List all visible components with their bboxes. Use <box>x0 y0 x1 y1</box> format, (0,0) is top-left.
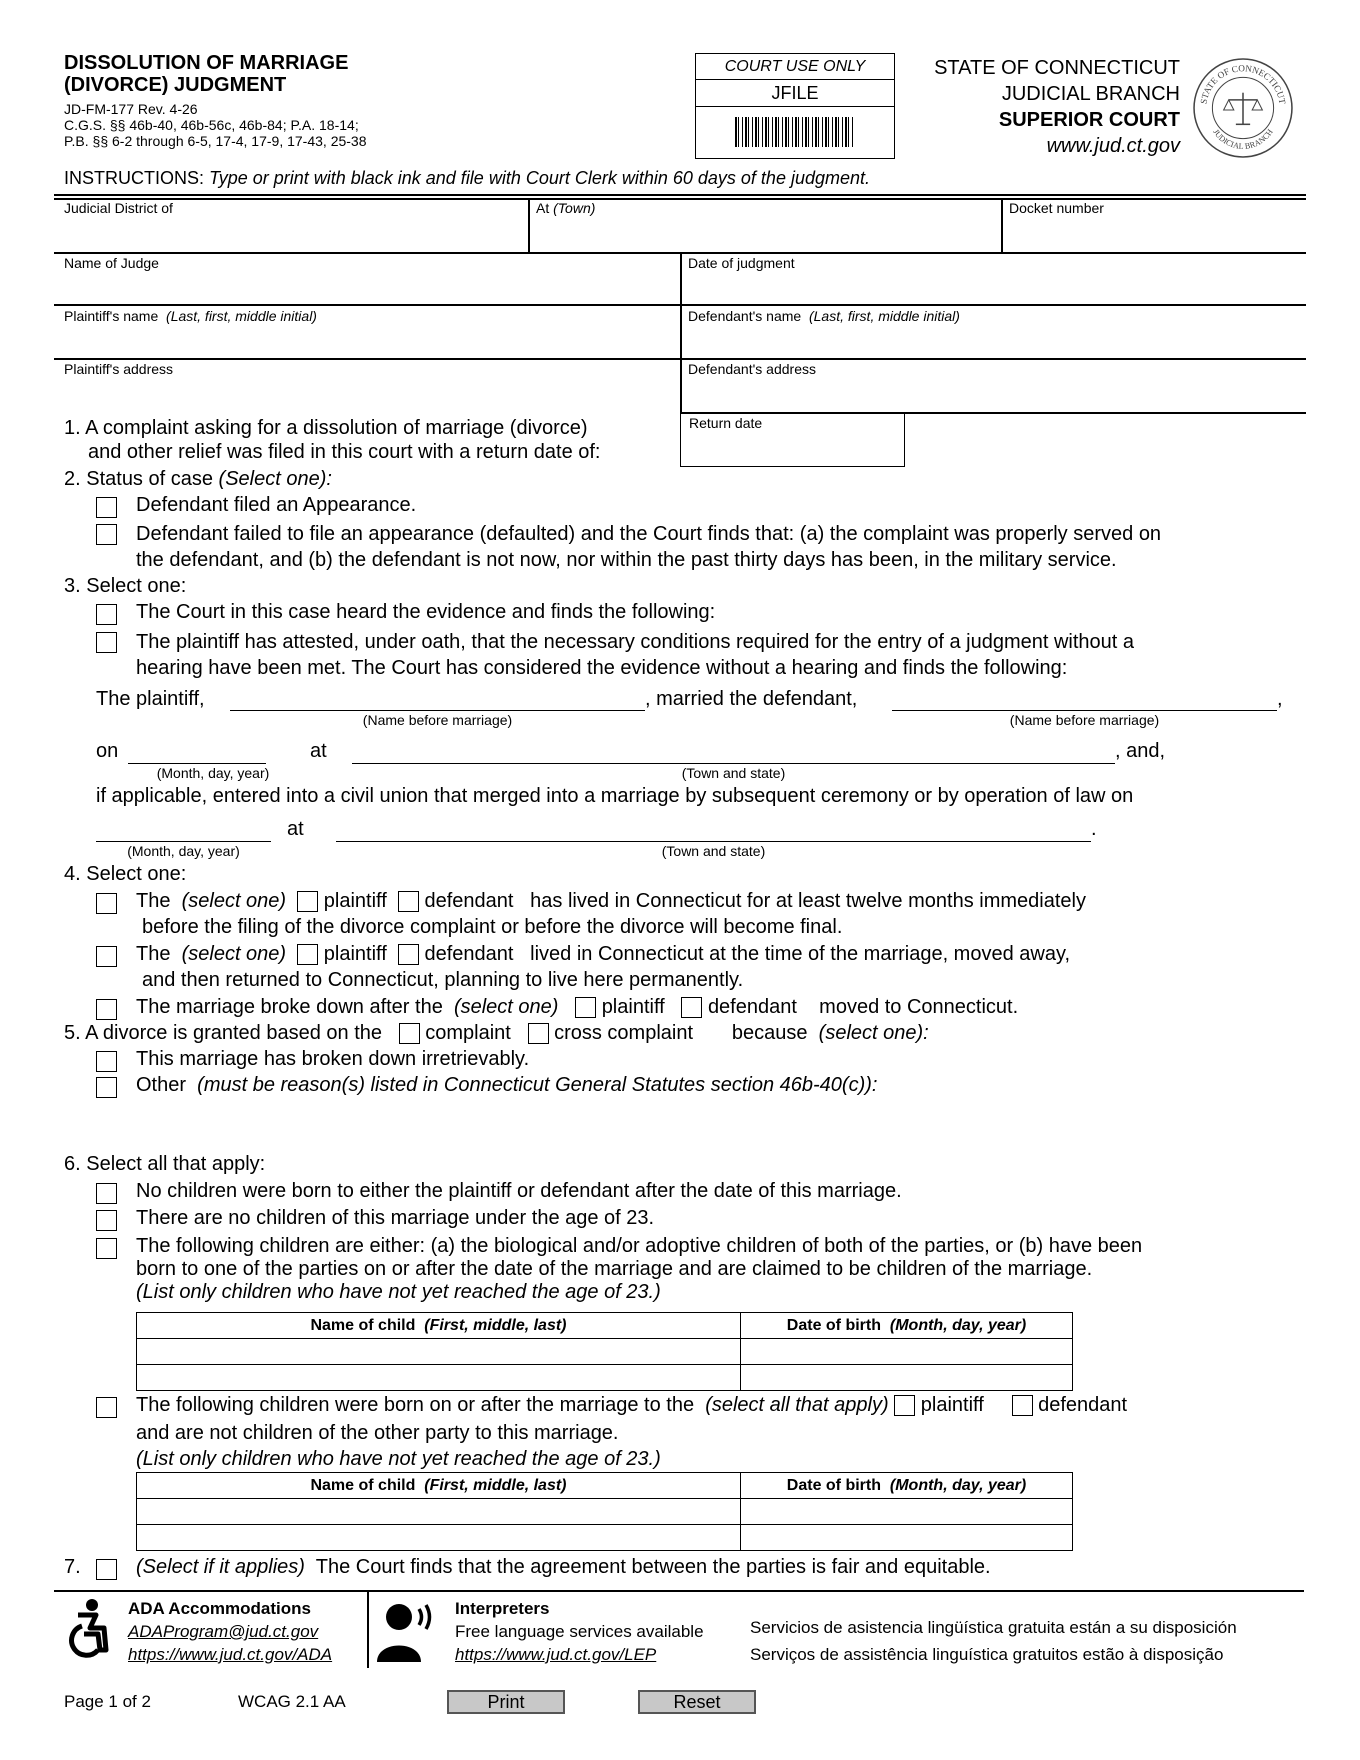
town-hint: (Town) <box>553 200 596 216</box>
returned-plaintiff-checkbox[interactable] <box>297 944 318 965</box>
the-label: The <box>136 890 171 912</box>
fair-equitable-label <box>136 1556 991 1579</box>
appearance-label: Defendant filed an Appearance. <box>136 494 417 516</box>
table-row <box>137 1499 1073 1525</box>
defendant-label: defendant <box>1038 1394 1128 1416</box>
accessibility-icon <box>60 1598 116 1662</box>
town-caption: (Town and state) <box>661 843 766 859</box>
defendant-maiden-name-input[interactable] <box>892 691 1277 711</box>
cross-complaint-checkbox[interactable] <box>528 1023 549 1044</box>
title-line1: DISSOLUTION OF MARRIAGE <box>64 52 349 74</box>
return-date-field[interactable] <box>680 412 905 467</box>
at-label: at <box>287 818 304 840</box>
children-plaintiff-checkbox[interactable] <box>894 1395 915 1416</box>
moved-plaintiff-checkbox[interactable] <box>575 997 596 1018</box>
children-of-both-line2: born to one of the parties on or after the date of the marriage and are claimed to be children of the marriage. <box>136 1258 1093 1280</box>
judicial-seal-icon <box>1192 57 1294 159</box>
barcode-icon <box>735 117 855 147</box>
defaulted-label <box>136 521 1161 573</box>
moved-defendant-checkbox[interactable] <box>681 997 702 1018</box>
page-number: Page 1 of 2 <box>64 1692 151 1711</box>
children-of-one-head: The following children were born on or after the marriage to the <box>136 1394 695 1416</box>
moved-head: The marriage broke down after the <box>136 996 443 1018</box>
no-hearing-line2: hearing have been met. The Court has considered the evidence without a hearing and finds the following: <box>136 657 1068 679</box>
judge-name-field[interactable] <box>64 255 159 271</box>
defendant-address-field[interactable] <box>688 361 816 377</box>
and-label: , and, <box>1115 740 1166 762</box>
form-number: JD-FM-177 Rev. 4-26 <box>64 101 198 117</box>
table-row <box>137 1365 1073 1391</box>
plaintiff-name-hint: (Last, first, middle initial) <box>166 308 317 324</box>
divider <box>54 304 1306 306</box>
children-of-both-label <box>136 1235 1142 1304</box>
twelve-months-plaintiff-checkbox[interactable] <box>297 891 318 912</box>
divider <box>680 252 682 412</box>
complaint-label: complaint <box>425 1022 511 1044</box>
name-of-child-header <box>137 1313 741 1339</box>
heard-evidence-label: The Court in this case heard the evidence and finds the following: <box>136 601 716 623</box>
appearance-checkbox[interactable] <box>96 497 117 518</box>
twelve-months-checkbox[interactable] <box>96 893 117 914</box>
judgment-date-label: Date of judgment <box>688 255 795 271</box>
name-of-child-header <box>137 1473 741 1499</box>
children-table-2 <box>136 1472 1073 1551</box>
col-dob-hint: (Month, day, year) <box>889 1476 1027 1494</box>
plaintiff-address-field[interactable] <box>64 361 173 377</box>
irretrievable-checkbox[interactable] <box>96 1051 117 1072</box>
defendant-label: defendant <box>424 890 514 912</box>
irretrievable-label: This marriage has broken down irretrievably. <box>136 1048 530 1070</box>
reset-button[interactable]: Reset <box>638 1690 756 1714</box>
select-one-hint: (select one): <box>818 1022 929 1044</box>
at-label: At <box>536 200 550 216</box>
form-title <box>64 52 348 96</box>
child-name-cell[interactable] <box>137 1365 741 1391</box>
plaintiff-label: plaintiff <box>601 996 665 1018</box>
child-dob-cell[interactable] <box>741 1525 1073 1551</box>
judicial-district-field[interactable] <box>64 200 173 216</box>
judge-label: Name of Judge <box>64 255 159 271</box>
civil-union-label: if applicable, entered into a civil union that merged into a marriage by subsequent ceremony or by operation of law on <box>96 785 1134 807</box>
date-of-birth-header <box>741 1473 1073 1499</box>
twelve-months-defendant-checkbox[interactable] <box>398 891 419 912</box>
plaintiff-maiden-name-input[interactable] <box>230 691 645 711</box>
name-caption: (Name before marriage) <box>1009 712 1160 728</box>
no-hearing-checkbox[interactable] <box>96 632 117 653</box>
divider <box>367 1592 369 1668</box>
marriage-town-input[interactable] <box>352 744 1115 764</box>
children-of-both-line1: The following children are either: (a) the biological and/or adoptive children of both of the parties, or (b) have been <box>136 1235 1143 1257</box>
section-2-hint: (Select one): <box>218 468 332 490</box>
no-hearing-label <box>136 629 1134 681</box>
date-caption: (Month, day, year) <box>127 843 240 859</box>
child-dob-cell[interactable] <box>741 1499 1073 1525</box>
returned-defendant-checkbox[interactable] <box>398 944 419 965</box>
other-reason-checkbox[interactable] <box>96 1077 117 1098</box>
seal-top-text: STATE OF CONNECTICUT <box>1198 63 1288 105</box>
child-dob-cell[interactable] <box>741 1365 1073 1391</box>
heard-evidence-checkbox[interactable] <box>96 604 117 625</box>
no-children-under-23-label: There are no children of this marriage under the age of 23. <box>136 1207 655 1229</box>
judicial-district-label: Judicial District of <box>64 200 173 216</box>
section-6-heading: 6. Select all that apply: <box>64 1153 266 1175</box>
divider <box>1001 198 1003 253</box>
no-children-born-checkbox[interactable] <box>96 1183 117 1204</box>
section-7-number: 7. <box>64 1556 81 1578</box>
fair-equitable-text: The Court finds that the agreement between the parties is fair and equitable. <box>315 1556 991 1578</box>
ada-title: ADA Accommodations <box>128 1599 311 1618</box>
civil-union-date-input[interactable] <box>96 822 271 842</box>
married-defendant-label: , married the defendant, <box>645 688 858 710</box>
interpreters-title: Interpreters <box>455 1599 550 1618</box>
col-name-hint: (First, middle, last) <box>424 1316 567 1334</box>
form-info <box>64 101 367 149</box>
child-name-cell[interactable] <box>137 1339 741 1365</box>
select-one-hint: (select one) <box>181 890 287 912</box>
date-caption: (Month, day, year) <box>156 765 270 781</box>
select-one-hint: (select one) <box>181 943 287 965</box>
court-use-only-label: COURT USE ONLY <box>696 54 894 80</box>
statutes-line1: C.G.S. §§ 46b-40, 46b-56c, 46b-84; P.A. 18-14; <box>64 117 359 133</box>
section-1-line1: 1. A complaint asking for a dissolution of marriage (divorce) <box>64 417 588 439</box>
the-plaintiff-label: The plaintiff, <box>96 688 205 710</box>
plaintiff-name-label: Plaintiff's name <box>64 308 159 324</box>
interpreter-icon <box>375 1600 441 1662</box>
fair-equitable-checkbox[interactable] <box>96 1559 117 1580</box>
plaintiff-name-field[interactable] <box>64 308 317 324</box>
children-of-one-line2: and are not children of the other party to this marriage. <box>136 1422 619 1444</box>
town-field[interactable] <box>536 200 595 216</box>
twelve-months-line2: before the filing of the divorce complaint or before the divorce will become final. <box>142 916 843 938</box>
returned-checkbox[interactable] <box>96 946 117 967</box>
child-dob-cell[interactable] <box>741 1339 1073 1365</box>
comma: , <box>1277 688 1283 710</box>
instructions-text: Type or print with black ink and file with Court Clerk within 60 days of the judgment. <box>209 168 871 188</box>
ada-block <box>128 1597 332 1666</box>
divider <box>54 358 1306 360</box>
defendant-name-field[interactable] <box>688 308 960 324</box>
portuguese-notice: Serviços de assistência linguística gratuitos estão à disposição <box>750 1645 1224 1664</box>
col-name: Name of child <box>310 1476 416 1494</box>
table-header <box>137 1313 1073 1339</box>
plaintiff-address-label: Plaintiff's address <box>64 361 174 377</box>
complaint-checkbox[interactable] <box>399 1023 420 1044</box>
interpreters-block <box>455 1597 704 1666</box>
section-1 <box>64 416 601 464</box>
return-date-label: Return date <box>689 415 763 431</box>
table-header <box>137 1473 1073 1499</box>
cross-complaint-label: cross complaint <box>554 1022 694 1044</box>
children-defendant-checkbox[interactable] <box>1012 1395 1033 1416</box>
court-name: SUPERIOR COURT <box>998 109 1180 131</box>
select-if-applies-hint: (Select if it applies) <box>136 1556 305 1578</box>
court-use-box <box>695 53 895 159</box>
the-label: The <box>136 943 171 965</box>
divider <box>528 198 530 253</box>
list-note: (List only children who have not yet reached the age of 23.) <box>136 1281 661 1303</box>
other-reason-label <box>136 1074 877 1097</box>
section-1-line2: and other relief was filed in this court with a return date of: <box>88 441 601 463</box>
defendant-name-hint: (Last, first, middle initial) <box>808 308 960 324</box>
section-3-heading: 3. Select one: <box>64 575 187 597</box>
instructions <box>64 168 870 189</box>
returned-text: lived in Connecticut at the time of the marriage, moved away, <box>530 943 1071 965</box>
defendant-address-label: Defendant's address <box>688 361 816 377</box>
section-2-title: 2. Status of case <box>64 468 213 490</box>
on-label: on <box>96 740 119 762</box>
child-name-cell[interactable] <box>137 1499 741 1525</box>
wcag-label: WCAG 2.1 AA <box>238 1692 346 1711</box>
civil-union-town-input[interactable] <box>336 822 1091 842</box>
jfile-label: JFILE <box>696 80 894 107</box>
defendant-name-label: Defendant's name <box>688 308 802 324</box>
list-note: (List only children who have not yet reached the age of 23.) <box>136 1448 661 1470</box>
children-of-one-cont <box>136 1420 661 1472</box>
twelve-months-text: has lived in Connecticut for at least twelve months immediately <box>530 890 1086 912</box>
marriage-date-input[interactable] <box>128 744 266 764</box>
select-all-hint: (select all that apply) <box>705 1394 889 1416</box>
children-of-one-checkbox[interactable] <box>96 1397 117 1418</box>
spanish-notice: Servicios de asistencia lingüística gratuita están a su disposición <box>750 1618 1237 1637</box>
branch-name: JUDICIAL BRANCH <box>1001 83 1180 105</box>
col-name: Name of child <box>310 1316 416 1334</box>
moved-text: moved to Connecticut. <box>819 996 1019 1018</box>
divider <box>54 198 1306 200</box>
judgment-date-field[interactable] <box>688 255 795 271</box>
plaintiff-label: plaintiff <box>920 1394 984 1416</box>
interpreters-link[interactable]: https://www.jud.ct.gov/LEP <box>455 1645 657 1664</box>
returned-row <box>136 943 1070 966</box>
period: . <box>1091 818 1097 840</box>
language-notices <box>750 1614 1237 1668</box>
defendant-label: defendant <box>424 943 514 965</box>
defendant-label: defendant <box>707 996 797 1018</box>
ada-url-link[interactable]: https://www.jud.ct.gov/ADA <box>128 1645 333 1664</box>
child-name-cell[interactable] <box>137 1525 741 1551</box>
statutes-line2: P.B. §§ 6-2 through 6-5, 17-4, 17-9, 17-43, 25-38 <box>64 133 367 149</box>
col-dob: Date of birth <box>786 1316 881 1334</box>
instructions-label: INSTRUCTIONS: <box>64 168 205 188</box>
select-one-hint: (select one) <box>453 996 559 1018</box>
col-name-hint: (First, middle, last) <box>424 1476 567 1494</box>
court-heading <box>934 55 1180 159</box>
other-label: Other <box>136 1074 187 1096</box>
col-dob: Date of birth <box>786 1476 881 1494</box>
interpreters-text: Free language services available <box>455 1622 704 1641</box>
because-label: because <box>731 1022 808 1044</box>
children-of-both-checkbox[interactable] <box>96 1238 117 1259</box>
at-label: at <box>310 740 327 762</box>
no-hearing-line1: The plaintiff has attested, under oath, that the necessary conditions required for the entry of a judgment without a <box>136 631 1135 653</box>
divider <box>54 1590 1304 1592</box>
title-line2: (DIVORCE) JUDGMENT <box>64 74 287 96</box>
children-of-one-row <box>136 1394 1127 1417</box>
print-button[interactable]: Print <box>447 1690 565 1714</box>
plaintiff-label: plaintiff <box>323 943 387 965</box>
divider <box>54 194 1306 196</box>
defaulted-line2: the defendant, and (b) the defendant is not now, nor within the past thirty days has been, in the military service. <box>136 549 1117 571</box>
children-table <box>136 1312 1073 1391</box>
plaintiff-label: plaintiff <box>323 890 387 912</box>
docket-label: Docket number <box>1009 200 1104 216</box>
town-caption: (Town and state) <box>681 765 786 781</box>
other-hint: (must be reason(s) listed in Connecticut General Statutes section 46b-40(c)): <box>197 1074 878 1096</box>
table-row <box>137 1525 1073 1551</box>
date-of-birth-header <box>741 1313 1073 1339</box>
section-5-row <box>64 1022 929 1045</box>
col-dob-hint: (Month, day, year) <box>889 1316 1027 1334</box>
other-reason-input[interactable] <box>136 1100 1296 1150</box>
no-children-under-23-checkbox[interactable] <box>96 1210 117 1231</box>
returned-line2: and then returned to Connecticut, planning to live here permanently. <box>142 969 744 991</box>
section-2-heading <box>64 468 332 491</box>
seal-bottom-text: JUDICIAL BRANCH <box>1211 127 1275 151</box>
website: www.jud.ct.gov <box>1046 135 1180 157</box>
svg-text:JUDICIAL BRANCH <box>1211 127 1275 150</box>
no-children-born-label: No children were born to either the plaintiff or defendant after the date of this marriage. <box>136 1180 902 1202</box>
ada-email-link[interactable]: ADAProgram@jud.ct.gov <box>128 1622 319 1641</box>
moved-checkbox[interactable] <box>96 999 117 1020</box>
section-5-heading: 5. A divorce is granted based on the <box>64 1022 382 1044</box>
docket-number-field[interactable] <box>1009 200 1104 216</box>
state-name: STATE OF CONNECTICUT <box>934 57 1180 79</box>
moved-row <box>136 996 1018 1019</box>
section-4-heading: 4. Select one: <box>64 863 187 885</box>
defaulted-checkbox[interactable] <box>96 524 117 545</box>
defaulted-line1: Defendant failed to file an appearance (defaulted) and the Court finds that: (a) the complaint was properly served on <box>136 523 1162 545</box>
table-row <box>137 1339 1073 1365</box>
name-caption: (Name before marriage) <box>362 712 513 728</box>
twelve-months-row <box>136 890 1086 913</box>
